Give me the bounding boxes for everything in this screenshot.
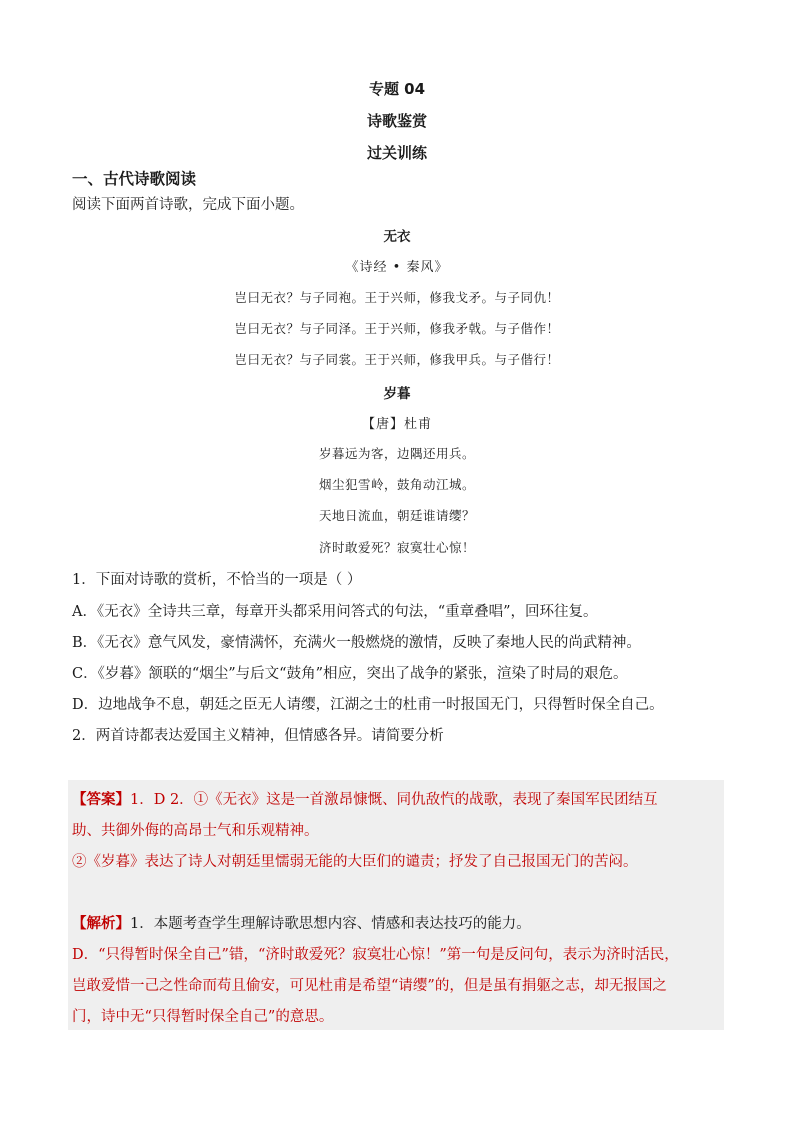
section-heading: 一、古代诗歌阅读 (72, 170, 197, 188)
poem1-line: 岂曰无衣？与子同裳。王于兴师，修我甲兵。与子偕行！ (234, 352, 560, 367)
question-1-option-d: D．边地战争不息，朝廷之臣无人请缨，江湖之士的杜甫一时报国无门，只得暂时保全自己。 (72, 697, 664, 713)
page-title: 诗歌鉴赏 (366, 112, 427, 130)
reading-instruction: 阅读下面两首诗歌，完成下面小题。 (72, 197, 304, 213)
explanation-text: 1．本题考查学生理解诗歌思想内容、情感和表达技巧的能力。 (130, 916, 531, 932)
poem1-source: 《诗经 • 秦风》 (345, 260, 449, 275)
answer-line: ②《岁暮》表达了诗人对朝廷里懦弱无能的大臣们的谴责；抒发了自己报国无门的苦闷。 (72, 854, 638, 870)
explanation-line: 门，诗中无“只得暂时保全自己”的意思。 (72, 1009, 334, 1025)
poem2-line: 烟尘犯雪岭，鼓角动江城。 (318, 477, 475, 492)
poem2-author: 【唐】杜甫 (361, 417, 432, 432)
answer-line (72, 788, 658, 809)
question-1-option-c: C．《岁暮》颔联的“烟尘”与后文“鼓角”相应，突出了战争的紧张，渲染了时局的艰危。 (72, 666, 628, 682)
poem2-title: 岁暮 (383, 386, 411, 402)
poem2-line: 天地日流血，朝廷谁请缨？ (318, 508, 475, 523)
poem2-line: 岁暮远为客，边隅还用兵。 (318, 446, 475, 461)
explanation-line (72, 912, 531, 933)
question-1-option-b: B．《无衣》意气风发，豪情满怀，充满火一般燃烧的激情，反映了秦地人民的尚武精神。 (72, 635, 641, 651)
poem1-line: 岂曰无衣？与子同袍。王于兴师，修我戈矛。与子同仇！ (234, 290, 560, 305)
explanation-line: D．“只得暂时保全自己”错，“济时敢爱死？寂寞壮心惊！”第一句是反问句，表示为济时活民， (72, 947, 679, 963)
question-1-option-a: A．《无衣》全诗共三章，每章开头都采用问答式的句法，“重章叠唱”，回环往复。 (72, 604, 598, 620)
explanation-tag: 【解析】 (72, 915, 130, 932)
poem1-title: 无衣 (383, 229, 411, 245)
answer-tag: 【答案】 (72, 791, 130, 808)
answer-line: 助、共御外侮的高昂士气和乐观精神。 (72, 823, 319, 839)
explanation-line: 岂敢爱惜一己之性命而苟且偷安，可见杜甫是希望“请缨”的，但是虽有捐躯之志，却无报国之 (72, 978, 667, 994)
poem2-line: 济时敢爱死？寂寞壮心惊！ (318, 540, 475, 555)
question-2-stem: 2．两首诗都表达爱国主义精神，但情感各异。请简要分析 (72, 728, 444, 744)
topic-number: 专题 04 (368, 80, 426, 98)
answer-text: 1．D 2．①《无衣》这是一首激昂慷慨、同仇敌忾的战歌，表现了秦国军民团结互 (130, 792, 658, 808)
question-1-stem: 1．下面对诗歌的赏析，不恰当的一项是（ ） (72, 572, 362, 588)
poem1-line: 岂曰无衣？与子同泽。王于兴师，修我矛戟。与子偕作！ (234, 321, 560, 336)
page-subtitle: 过关训练 (366, 144, 427, 162)
